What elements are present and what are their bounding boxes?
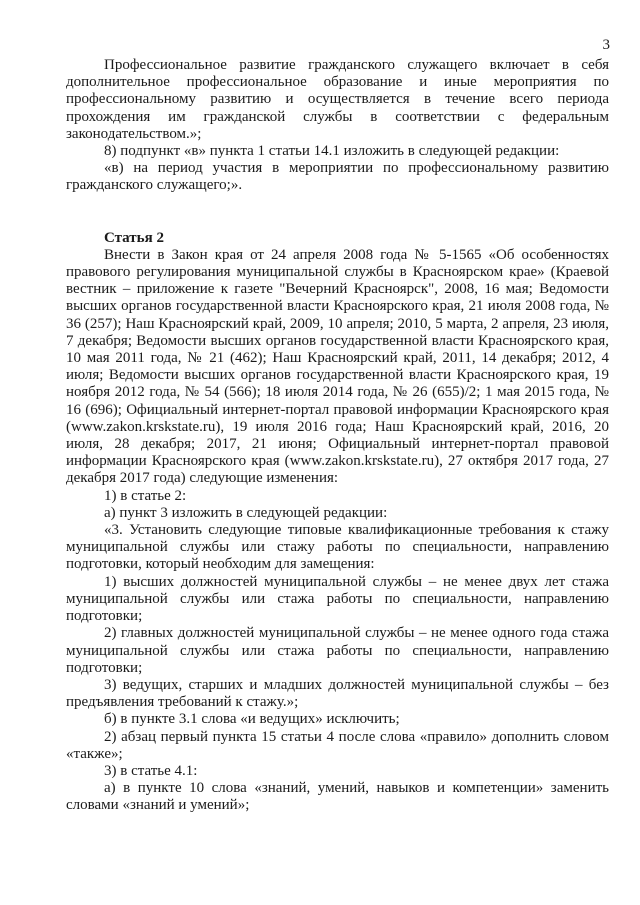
paragraph: 3) в статье 4.1: <box>104 762 198 779</box>
spacer <box>66 195 609 230</box>
paragraph: 2) абзац первый пункта 15 статьи 4 после слова «правило» дополнить словом «также»; <box>66 728 609 762</box>
paragraph: «в) на период участия в мероприятии по профессиональному развитию гражданского служащего;». <box>66 160 609 194</box>
paragraph: 1) высших должностей муниципальной службы – не менее двух лет стажа муниципальной службы или стажа работы по специальности, направлению подготовки; <box>66 573 609 625</box>
paragraph: «3. Установить следующие типовые квалификационные требования к стажу муниципальной службы или стажу работы по специальности, направлению подготовки, который необходим для замещения: <box>66 522 609 573</box>
paragraph: 2) главных должностей муниципальной службы – не менее одного года стажа муниципальной службы или стажа работы по специальности, направлению подготовки; <box>66 625 609 676</box>
paragraph: 1) в статье 2: <box>104 487 187 504</box>
paragraph: Профессиональное развитие гражданского служащего включает в себя дополнительное профессиональное образование и иные мероприятия по профессиональному развитию и осуществляется в течение всего периода прохождения им гражданской службы в соответствии с федеральным законодательством.»; <box>66 57 609 142</box>
paragraph: а) пункт 3 изложить в следующей редакции: <box>104 504 388 521</box>
paragraph: Внести в Закон края от 24 апреля 2008 года № 5-1565 «Об особенностях правового регулирования муниципальной службы в Красноярском крае» (Краевой вестник – приложение к газете "Вечерний Красноярск", 2008, 16 мая; Ведомости высших органов государственной власти Красноярского края, 21 июля 2008 года, № 36 (257); Наш Красноярский край, 2009, 10 апреля; 2010, 5 марта, 2 апреля, 23 июля, 7 декабря; Ведомости высших органов государственной власти Красноярского края, 10 мая 2011 года, № 21 (462); Наш Красноярский край, 2011, 14 декабря; 2012, 4 июля; Ведомости высших органов государственной власти Красноярского края, 19 ноября 2012 года, № 54 (566); 18 июля 2014 года, № 26 (655)/2; 1 мая 2015 года, № 16 (696); Официальный интернет-портал правовой информации Красноярского края (www.zakon.krskstate.ru), 19 июля 2016 года; Наш Красноярский край, 2016, 20 июля, 28 декабря; 2017, 21 июня; Официальный интернет-портал правовой информации Красноярского края (www.zakon.krskstate.ru), 27 октября 2017 года, 27 декабря 2017 года) следующие изменения: <box>66 246 609 487</box>
article-heading: Статья 2 <box>104 229 164 246</box>
paragraph: 3) ведущих, старших и младших должностей муниципальной службы – без предъявления требований к стажу.»; <box>66 676 609 711</box>
document-body <box>66 57 609 815</box>
page-number: 3 <box>602 37 610 53</box>
paragraph: б) в пункте 3.1 слова «и ведущих» исключить; <box>104 711 400 728</box>
paragraph: 8) подпункт «в» пункта 1 статьи 14.1 изложить в следующей редакции: <box>104 143 560 160</box>
paragraph: а) в пункте 10 слова «знаний, умений, навыков и компетенции» заменить словами «знаний и умений»; <box>66 780 609 814</box>
